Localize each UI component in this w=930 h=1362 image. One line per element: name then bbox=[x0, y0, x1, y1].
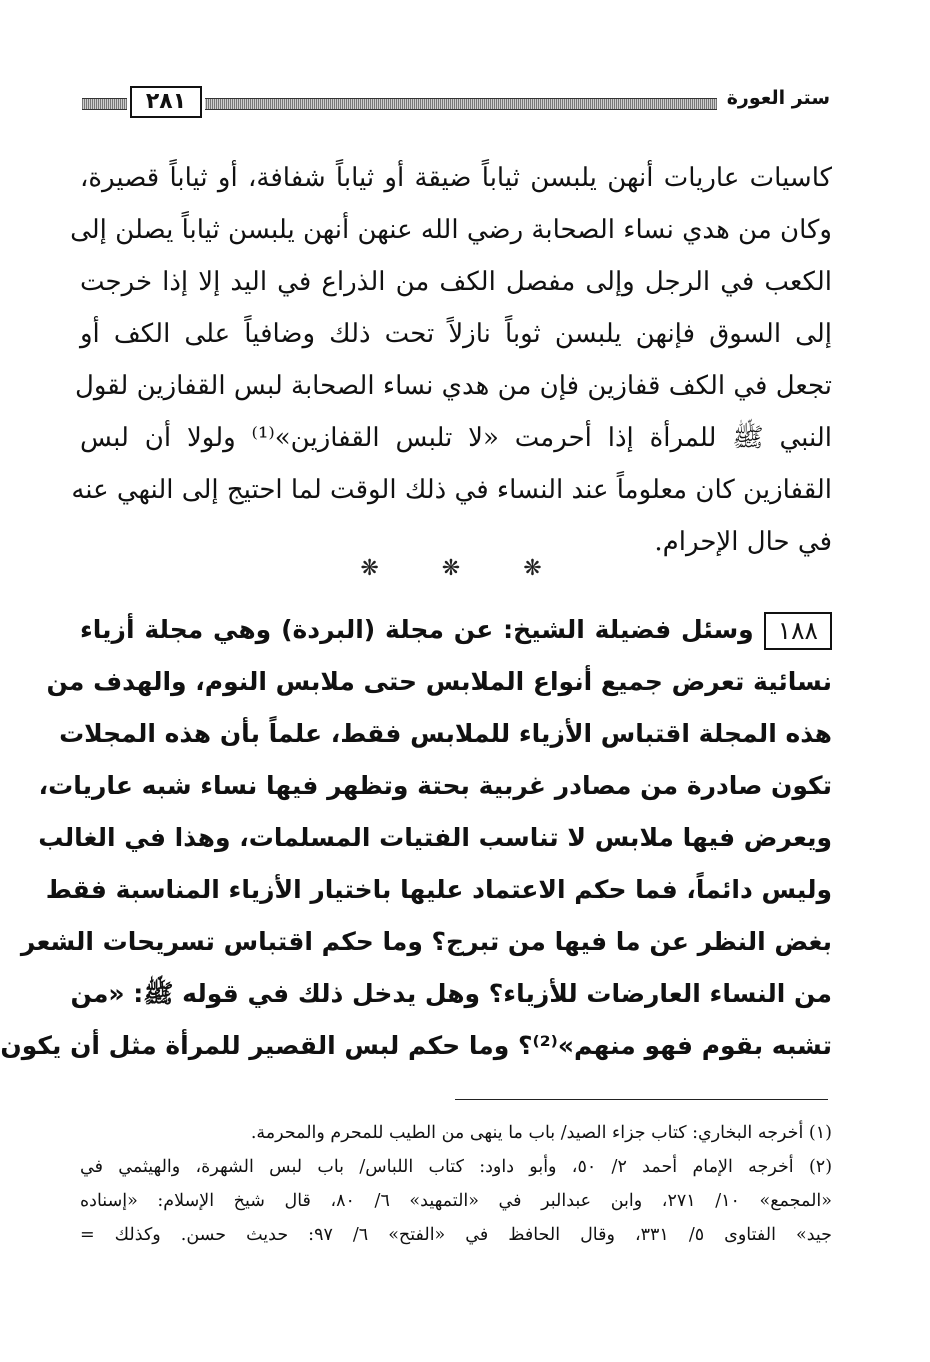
text-line: القفازين كان معلوماً عند النساء في ذلك الوقت لما احتيج إلى النهي عنه bbox=[71, 475, 832, 505]
text-line: كاسيات عاريات أنهن يلبسن ثياباً ضيقة أو ثياباً شفافة، أو ثياباً قصيرة، bbox=[80, 163, 832, 193]
page-number: ٢٨١ bbox=[130, 86, 202, 118]
text-line: نسائية تعرض جميع أنواع الملابس حتى ملابس النوم، والهدف من bbox=[46, 667, 832, 696]
body-paragraph bbox=[70, 152, 833, 568]
question-paragraph bbox=[0, 604, 832, 1072]
running-title: ستر العورة bbox=[717, 84, 830, 112]
footnote-line: «المجمع» ١٠/ ٢٧١، وابن عبدالبر في «التمهيد» ٦/ ٨٠، قال شيخ الإسلام: «إسناده bbox=[80, 1191, 832, 1211]
footnotes bbox=[80, 1116, 832, 1252]
text-line: هذه المجلة اقتباس الأزياء للملابس فقط، علماً بأن هذه المجلات bbox=[59, 719, 832, 748]
text-line: وكان من هدي نساء الصحابة رضي الله عنهن أنهن يلبسن ثياباً يصلن إلى bbox=[70, 215, 832, 245]
footnote-divider bbox=[455, 1099, 828, 1100]
text-line: في حال الإحرام. bbox=[654, 527, 832, 557]
question-first-line bbox=[80, 604, 832, 656]
text-line: تجعل في الكف قفازين فإن من هدي نساء الصحابة لبس القفازين لقول bbox=[74, 371, 832, 401]
section-separator: ❋ ❋ ❋ bbox=[360, 556, 570, 581]
text-line: إلى السوق فإنهن يلبسن ثوباً نازلاً تحت ذلك وضافياً على الكف أو bbox=[80, 319, 833, 349]
footnote-line: (١) أخرجه البخاري: كتاب جزاء الصيد/ باب ما ينهى من الطيب للمحرم والمحرمة. bbox=[250, 1123, 832, 1143]
question-number-box: ١٨٨ bbox=[764, 612, 832, 650]
text-line: وسئل فضيلة الشيخ: عن مجلة (البردة) وهي مجلة أزياء bbox=[80, 615, 754, 644]
text-line: تكون صادرة من مصادر غربية بحتة وتظهر فيها نساء شبه عاريات، bbox=[38, 771, 832, 800]
text-line: الكعب في الرجل وإلى مفصل الكف من الذراع في اليد إلا إذا خرجت bbox=[80, 267, 832, 297]
text-line: من النساء العارضات للأزياء؟ وهل يدخل ذلك في قوله ﷺ: «من bbox=[70, 979, 832, 1008]
text-line: تشبه بقوم فهو منهم»⁽²⁾؟ وما حكم لبس القصير للمرأة مثل أن يكون bbox=[0, 1031, 832, 1060]
page-header bbox=[82, 84, 830, 120]
text-line: بغض النظر عن ما فيها من تبرج؟ وما حكم اقتباس تسريحات الشعر bbox=[20, 927, 832, 956]
text-line: النبي ﷺ للمرأة إذا أحرمت «لا تلبس القفازين»⁽¹⁾ ولولا أن لبس bbox=[80, 423, 832, 453]
text-line: وليس دائماً، فما حكم الاعتماد عليها باختيار الأزياء المناسبة فقط bbox=[45, 875, 832, 904]
footnote-line: (٢) أخرجه الإمام أحمد ٢/ ٥٠، وأبو داود: كتاب اللباس/ باب لبس الشهرة، والهيثمي في bbox=[80, 1157, 833, 1177]
text-line: ويعرض فيها ملابس لا تناسب الفتيات المسلمات، وهذا في الغالب bbox=[38, 823, 832, 852]
footnote-line: جيد» الفتاوى ٥/ ٣٣١، وقال الحافظ في «الفتح» ٦/ ٩٧: حديث حسن. وكذلك = bbox=[80, 1225, 832, 1245]
